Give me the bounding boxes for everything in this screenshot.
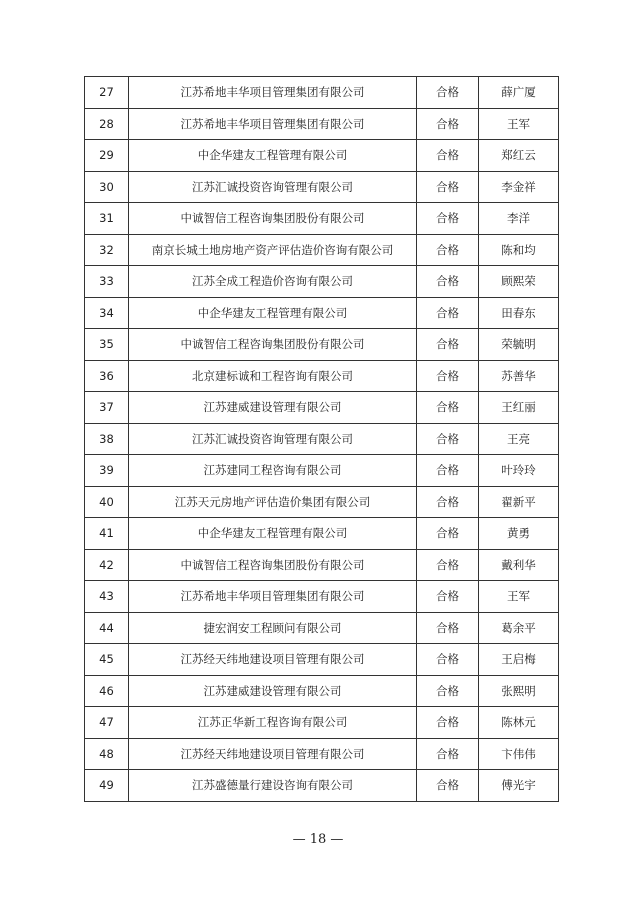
company-cell: 江苏经天纬地建设项目管理有限公司 — [129, 738, 417, 770]
result-cell: 合格 — [417, 234, 479, 266]
table-row — [85, 770, 559, 802]
company-cell: 江苏建威建设管理有限公司 — [129, 675, 417, 707]
row-number-cell: 42 — [85, 549, 129, 581]
person-name-cell: 李金祥 — [479, 171, 559, 203]
company-cell: 江苏天元房地产评估造价集团有限公司 — [129, 486, 417, 518]
row-number-cell: 39 — [85, 455, 129, 487]
company-cell: 捷宏润安工程顾问有限公司 — [129, 612, 417, 644]
person-name-cell: 王亮 — [479, 423, 559, 455]
person-name-cell: 葛余平 — [479, 612, 559, 644]
row-number-cell: 46 — [85, 675, 129, 707]
row-number-cell: 27 — [85, 77, 129, 109]
table-row — [85, 549, 559, 581]
person-name-cell: 王军 — [479, 581, 559, 613]
person-name-cell: 顾熙荣 — [479, 266, 559, 298]
person-name-cell: 叶玲玲 — [479, 455, 559, 487]
person-name-cell: 陈林元 — [479, 707, 559, 739]
row-number-cell: 29 — [85, 140, 129, 172]
person-name-cell: 苏善华 — [479, 360, 559, 392]
person-name-cell: 郑红云 — [479, 140, 559, 172]
result-cell: 合格 — [417, 423, 479, 455]
person-name-cell: 陈和均 — [479, 234, 559, 266]
company-cell: 江苏汇诚投资咨询管理有限公司 — [129, 171, 417, 203]
table-row — [85, 423, 559, 455]
person-name-cell: 卞伟伟 — [479, 738, 559, 770]
result-cell: 合格 — [417, 486, 479, 518]
table-row — [85, 203, 559, 235]
row-number-cell: 36 — [85, 360, 129, 392]
table-row — [85, 644, 559, 676]
row-number-cell: 34 — [85, 297, 129, 329]
result-cell: 合格 — [417, 203, 479, 235]
result-cell: 合格 — [417, 612, 479, 644]
row-number-cell: 47 — [85, 707, 129, 739]
table-row — [85, 518, 559, 550]
result-cell: 合格 — [417, 549, 479, 581]
result-cell: 合格 — [417, 171, 479, 203]
result-cell: 合格 — [417, 77, 479, 109]
table-row — [85, 675, 559, 707]
company-cell: 中诚智信工程咨询集团股份有限公司 — [129, 203, 417, 235]
company-cell: 江苏希地丰华项目管理集团有限公司 — [129, 108, 417, 140]
company-cell: 中企华建友工程管理有限公司 — [129, 518, 417, 550]
table-row — [85, 581, 559, 613]
company-cell: 江苏盛德量行建设咨询有限公司 — [129, 770, 417, 802]
company-cell: 江苏经天纬地建设项目管理有限公司 — [129, 644, 417, 676]
table-row — [85, 486, 559, 518]
table-row — [85, 392, 559, 424]
result-cell: 合格 — [417, 770, 479, 802]
company-cell: 江苏希地丰华项目管理集团有限公司 — [129, 581, 417, 613]
result-cell: 合格 — [417, 360, 479, 392]
person-name-cell: 王军 — [479, 108, 559, 140]
company-cell: 江苏建威建设管理有限公司 — [129, 392, 417, 424]
row-number-cell: 31 — [85, 203, 129, 235]
result-cell: 合格 — [417, 675, 479, 707]
person-name-cell: 薛广厦 — [479, 77, 559, 109]
company-cell: 江苏希地丰华项目管理集团有限公司 — [129, 77, 417, 109]
company-cell: 北京建标诚和工程咨询有限公司 — [129, 360, 417, 392]
table-row — [85, 612, 559, 644]
row-number-cell: 35 — [85, 329, 129, 361]
row-number-cell: 45 — [85, 644, 129, 676]
person-name-cell: 翟新平 — [479, 486, 559, 518]
person-name-cell: 傅光宇 — [479, 770, 559, 802]
table-row — [85, 297, 559, 329]
row-number-cell: 40 — [85, 486, 129, 518]
page-number: — 18 — — [292, 832, 344, 847]
row-number-cell: 37 — [85, 392, 129, 424]
company-cell: 江苏全成工程造价咨询有限公司 — [129, 266, 417, 298]
person-name-cell: 张熙明 — [479, 675, 559, 707]
row-number-cell: 48 — [85, 738, 129, 770]
row-number-cell: 44 — [85, 612, 129, 644]
table-row — [85, 77, 559, 109]
table-row — [85, 329, 559, 361]
table-row — [85, 455, 559, 487]
table-row — [85, 360, 559, 392]
table-row — [85, 266, 559, 298]
table-row — [85, 707, 559, 739]
row-number-cell: 33 — [85, 266, 129, 298]
company-cell: 中诚智信工程咨询集团股份有限公司 — [129, 549, 417, 581]
result-cell: 合格 — [417, 266, 479, 298]
result-cell: 合格 — [417, 455, 479, 487]
company-cell: 江苏正华新工程咨询有限公司 — [129, 707, 417, 739]
table-row — [85, 234, 559, 266]
row-number-cell: 49 — [85, 770, 129, 802]
company-cell: 南京长城土地房地产资产评估造价咨询有限公司 — [129, 234, 417, 266]
company-cell: 江苏汇诚投资咨询管理有限公司 — [129, 423, 417, 455]
company-cell: 中企华建友工程管理有限公司 — [129, 297, 417, 329]
person-name-cell: 荣毓明 — [479, 329, 559, 361]
table-row — [85, 140, 559, 172]
company-cell: 中诚智信工程咨询集团股份有限公司 — [129, 329, 417, 361]
result-cell: 合格 — [417, 738, 479, 770]
result-cell: 合格 — [417, 644, 479, 676]
result-cell: 合格 — [417, 518, 479, 550]
table-row — [85, 738, 559, 770]
result-cell: 合格 — [417, 297, 479, 329]
result-cell: 合格 — [417, 581, 479, 613]
row-number-cell: 41 — [85, 518, 129, 550]
result-cell: 合格 — [417, 140, 479, 172]
person-name-cell: 戴利华 — [479, 549, 559, 581]
person-name-cell: 黄勇 — [479, 518, 559, 550]
company-cell: 中企华建友工程管理有限公司 — [129, 140, 417, 172]
row-number-cell: 38 — [85, 423, 129, 455]
table-row — [85, 171, 559, 203]
row-number-cell: 28 — [85, 108, 129, 140]
result-cell: 合格 — [417, 329, 479, 361]
company-cell: 江苏建同工程咨询有限公司 — [129, 455, 417, 487]
result-cell: 合格 — [417, 392, 479, 424]
person-name-cell: 李洋 — [479, 203, 559, 235]
results-table — [84, 76, 559, 802]
result-cell: 合格 — [417, 108, 479, 140]
row-number-cell: 32 — [85, 234, 129, 266]
row-number-cell: 30 — [85, 171, 129, 203]
results-table-body — [85, 77, 559, 802]
table-row — [85, 108, 559, 140]
result-cell: 合格 — [417, 707, 479, 739]
person-name-cell: 王启梅 — [479, 644, 559, 676]
person-name-cell: 田春东 — [479, 297, 559, 329]
row-number-cell: 43 — [85, 581, 129, 613]
person-name-cell: 王红丽 — [479, 392, 559, 424]
